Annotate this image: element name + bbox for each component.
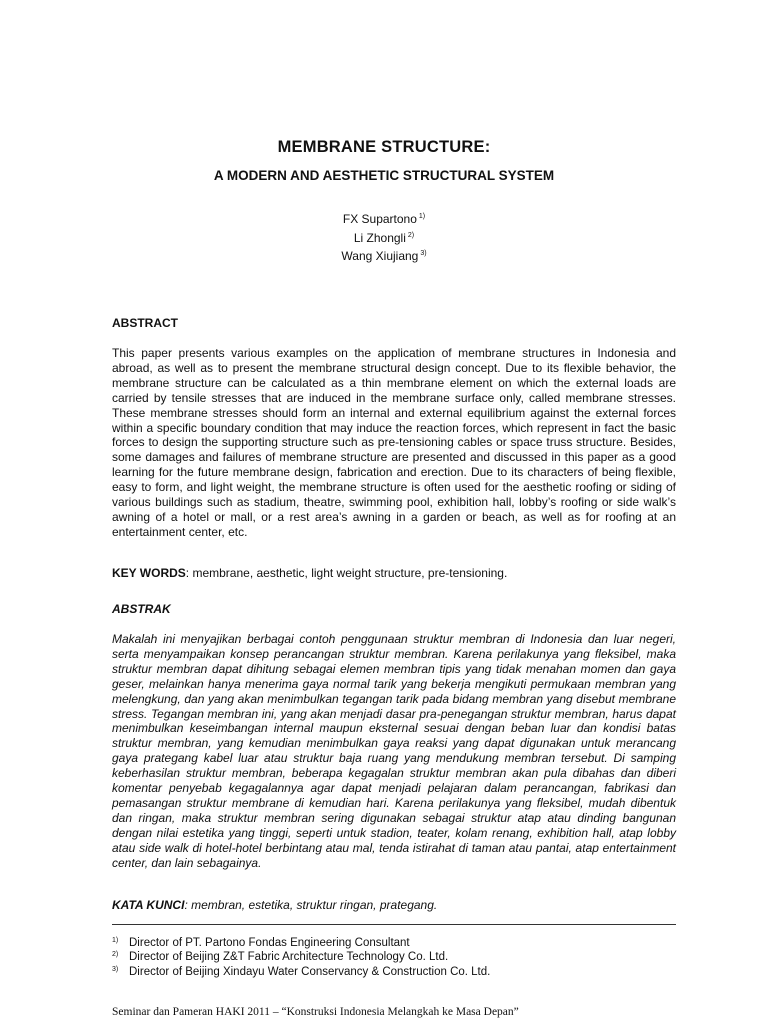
author-affiliation-mark: 2): [407, 231, 415, 239]
kata-kunci-text: : membran, estetika, struktur ringan, prategang.: [184, 898, 438, 912]
footnote: [112, 963, 490, 979]
footnote-mark: 3): [112, 966, 119, 973]
footnote-text: Director of Beijing Xindayu Water Conservancy & Construction Co. Ltd.: [129, 966, 491, 978]
author: [0, 246, 768, 265]
keywords-text: : membrane, aesthetic, light weight structure, pre-tensioning.: [185, 566, 508, 580]
keywords-label: KEY WORDS: [112, 566, 186, 580]
page-footer: Seminar dan Pameran HAKI 2011 – “Konstruksi Indonesia Melangkah ke Masa Depan”: [112, 1006, 519, 1018]
paper-title: MEMBRANE STRUCTURE:: [277, 138, 491, 156]
abstrak-heading: ABSTRAK: [112, 602, 171, 616]
footnote-mark: 1): [112, 937, 119, 944]
paper-subtitle: A MODERN AND AESTHETIC STRUCTURAL SYSTEM: [213, 168, 555, 183]
keywords-line: [112, 566, 507, 580]
abstrak-body: Makalah ini menyajikan berbagai contoh penggunaan struktur membran di Indonesia dan luar negeri, serta menyampaikan konsep perancangan struktur membran. Karena perilakunya yang fleksibel, maka struktur membran dapat dihitung sebagai elemen membran tipis yang tidak menahan momen dan gaya geser, melainkan hanya menerima gaya normal tarik yang bekerja mengikuti permukaan membran yang melengkung, dan yang akan menimbulkan tegangan tarik pada bidang membran yang disebut membrane stress. Tegangan membran ini, yang akan menjadi dasar pra-penegangan struktur membran, harus dapat menimbulkan keseimbangan internal maupun eksternal sesuai dengan beban luar dan kondisi batas struktur membran, yang kemudian menimbulkan gaya reaksi yang dapat digunakan untuk merancang gaya prategang kabel luar atau struktur baja ruang yang mendukung membran tersebut. Di samping keberhasilan struktur membran, beberapa kegagalan struktur membran akan pula dibahas dan diberi komentar penyebab kegagalannya agar dapat menjadi pelajaran dalam perancangan, fabrikasi dan pemasangan struktur membrane di kemudian hari. Karena perilakunya yang fleksibel, mudah dibentuk dan ringan, maka struktur membran sering digunakan sebagai struktur atap atau dinding bangunan dengan nilai estetika yang tinggi, seperti untuk stadion, teater, kolam renang, exhibition hall, atap lobby atau side walk di hotel-hotel berbintang atau mal, tenda istirahat di taman atau pantai, atap entertainment center, dan lain sebagainya.: [112, 632, 676, 870]
author: [0, 209, 768, 228]
kata-kunci-line: [112, 898, 437, 912]
author-name: FX Supartono: [342, 212, 417, 226]
footnote-text: Director of Beijing Z&T Fabric Architecture Technology Co. Ltd.: [129, 951, 449, 963]
author: [0, 228, 768, 247]
footnote-mark: 2): [112, 951, 119, 958]
footnote: [112, 948, 448, 964]
author-name: Wang Xiujiang: [341, 249, 419, 263]
footnote-text: Director of PT. Partono Fondas Engineering Consultant: [129, 937, 410, 949]
abstract-body: This paper presents various examples on the application of membrane structures in Indonesia and abroad, as well as to present the membrane structural design concept. Due to its flexible behavior, the membrane structure can be calculated as a thin membrane element on which the external loads are carried by tensile stresses that are induced in the membrane surface only, called membrane stresses. These membrane stresses should form an internal and external equilibrium against the external forces within a specific boundary condition that may induce the reaction forces, which represent in fact the basic forces to design the supporting structure such as pre-tensioning cables or space truss structure. Besides, some damages and failures of membrane structure are presented and discussed in this paper as a good learning for the future membrane design, fabrication and erection. Due to its characters of being flexible, easy to form, and light weight, the membrane structure is often used for the aesthetic roofing or siding of various buildings such as stadium, theatre, swimming pool, exhibition hall, lobby’s roofing or side walk’s awning of a hotel or mall, or a rest area’s awning in a garden or beach, as well as for roofing at an entertainment center, etc.: [112, 346, 676, 539]
footnote-divider: [112, 924, 676, 925]
author-affiliation-mark: 3): [420, 250, 427, 257]
kata-kunci-label: KATA KUNCI: [112, 898, 185, 912]
abstract-heading: ABSTRACT: [112, 316, 178, 330]
author-affiliation-mark: 1): [418, 213, 426, 220]
author-name: Li Zhongli: [353, 230, 406, 245]
author-list: [0, 209, 768, 265]
